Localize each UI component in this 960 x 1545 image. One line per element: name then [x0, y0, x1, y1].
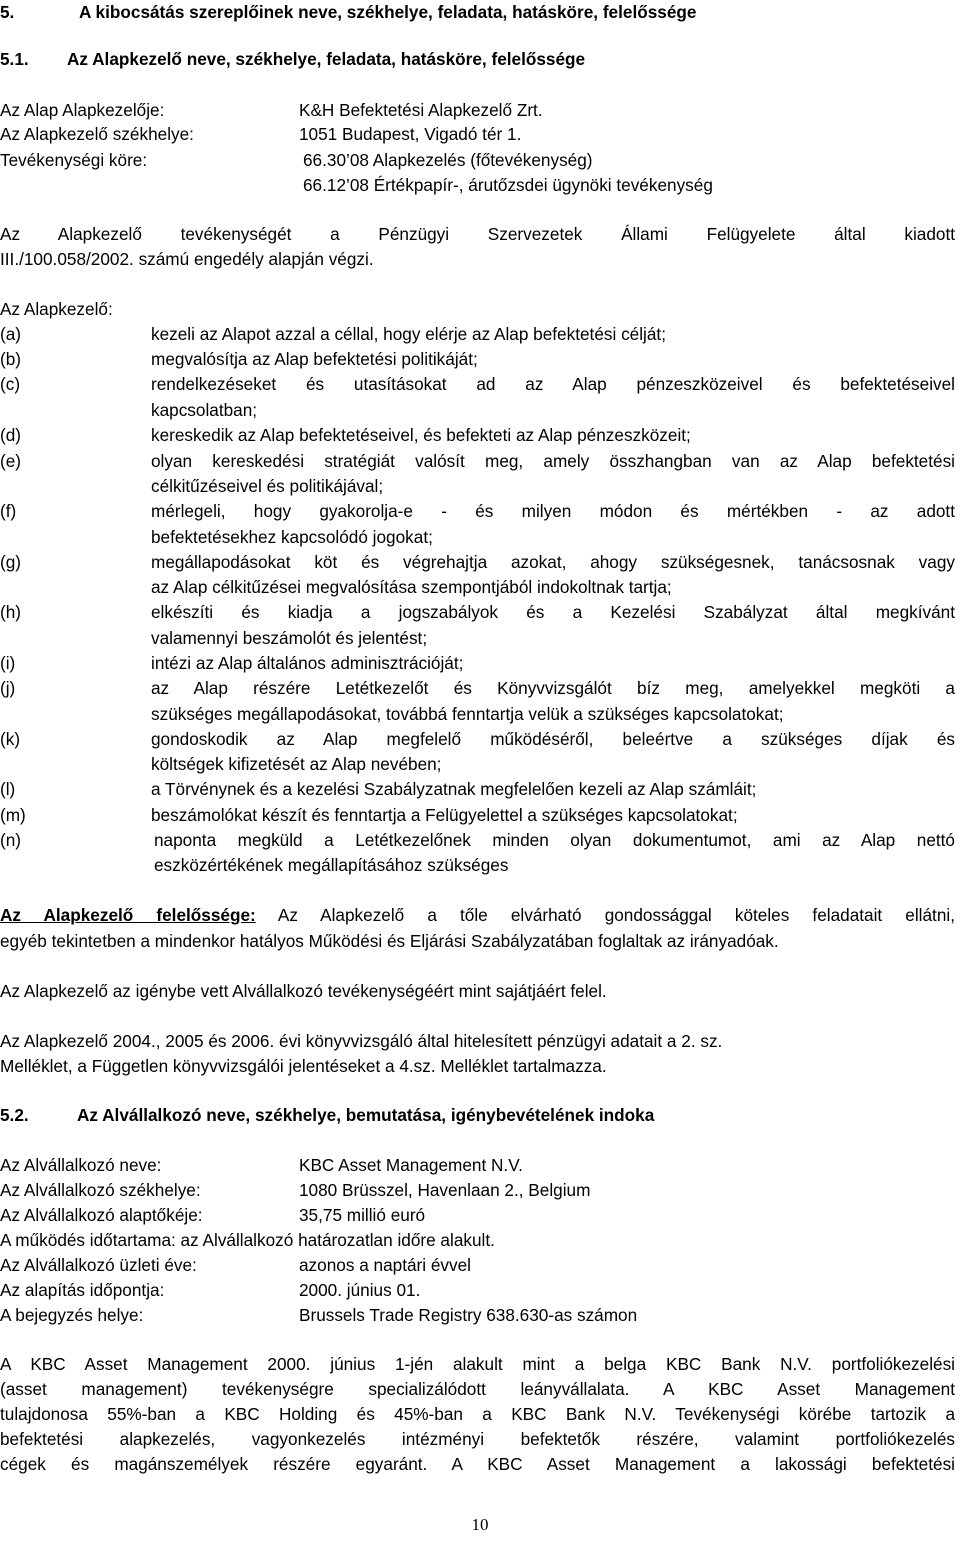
sub-registry-value: Brussels Trade Registry 638.630-as számon — [299, 1305, 638, 1325]
list-item-marker: (m) — [0, 805, 26, 825]
responsibility-text: Az Alapkezelő a tőle elvárható gondossággal köteles feladatait ellátni, — [277, 905, 955, 925]
list-item-marker: (a) — [0, 324, 22, 344]
list-item-text: beszámolókat készít és fenntartja a Felügyelettel a szükséges kapcsolatokat; — [151, 805, 738, 825]
section-5-2-title: Az Alvállalkozó neve, székhelye, bemutatása, igénybevételének indoka — [77, 1105, 655, 1125]
section-5-number: 5. — [0, 2, 15, 22]
list-item-marker: (k) — [0, 729, 21, 749]
list-item-text: kapcsolatban; — [151, 400, 258, 420]
list-item-text: olyan kereskedési stratégiát valósít meg, amely összhangban van az Alap befektetési — [151, 451, 955, 471]
list-item-marker: (h) — [0, 602, 22, 622]
list-item-marker: (j) — [0, 678, 16, 698]
list-item-text: kezeli az Alapot azzal a céllal, hogy elérje az Alap befektetési célját; — [151, 324, 666, 344]
list-item-marker: (d) — [0, 425, 22, 445]
sub-duration-line: A működés időtartama: az Alvállalkozó határozatlan időre alakult. — [0, 1230, 495, 1250]
responsibility-line-1 — [0, 903, 955, 928]
kbc-paragraph-line-4: befektetési alapkezelés, vagyonkezelés intézményi befektetők részére, valamint portfoliókezelés — [0, 1429, 955, 1449]
list-item-text: eszközértékének megállapításához szükséges — [154, 855, 509, 875]
list-item-text: költségek kifizetését az Alap nevében; — [151, 754, 442, 774]
list-item-text: mérlegeli, hogy gyakorolja-e - és milyen módon és mértékben - az adott — [151, 501, 955, 521]
list-item-text: kereskedik az Alap befektetéseivel, és befekteti az Alap pénzeszközeit; — [151, 425, 691, 445]
kbc-paragraph-line-2: (asset management) tevékenységre specializálódott leányvállalata. A KBC Asset Management — [0, 1379, 955, 1399]
sub-seat-label: Az Alvállalkozó székhelye: — [0, 1180, 201, 1200]
seat-value: 1051 Budapest, Vigadó tér 1. — [299, 124, 522, 144]
section-5-1-title: Az Alapkezelő neve, székhelye, feladata, hatásköre, felelőssége — [67, 49, 586, 69]
sub-name-value: KBC Asset Management N.V. — [299, 1155, 523, 1175]
list-item-text: a Törvénynek és a kezelési Szabályzatnak megfelelően kezeli az Alap számláit; — [151, 779, 757, 799]
list-item-marker: (g) — [0, 552, 22, 572]
list-item-marker: (f) — [0, 501, 17, 521]
sub-name-label: Az Alvállalkozó neve: — [0, 1155, 162, 1175]
list-item-text: gondoskodik az Alap megfelelő működéséről, beleértve a szükséges díjak és — [151, 729, 955, 749]
audit-paragraph-line-2: Melléklet, a Független könyvvizsgálói jelentéseket a 4.sz. Melléklet tartalmazza. — [0, 1056, 607, 1076]
duties-intro: Az Alapkezelő: — [0, 299, 113, 319]
sub-capital-label: Az Alvállalkozó alaptőkéje: — [0, 1205, 203, 1225]
sub-registry-label: A bejegyzés helye: — [0, 1305, 144, 1325]
list-item-marker: (e) — [0, 451, 22, 471]
sub-founding-label: Az alapítás időpontja: — [0, 1280, 165, 1300]
seat-label: Az Alapkezelő székhelye: — [0, 124, 194, 144]
section-5-title: A kibocsátás szereplőinek neve, székhelye, feladata, hatásköre, felelőssége — [79, 2, 697, 22]
list-item-text: rendelkezéseket és utasításokat ad az Alap pénzeszközeivel és befektetéseivel — [151, 374, 955, 394]
license-paragraph-line-1: Az Alapkezelő tevékenységét a Pénzügyi Szervezetek Állami Felügyelete által kiadott — [0, 224, 955, 244]
section-5-1-number: 5.1. — [0, 49, 29, 69]
section-5-2-number: 5.2. — [0, 1105, 29, 1125]
subcontractor-liability-paragraph: Az Alapkezelő az igénybe vett Alvállalkozó tevékenységéért mint sajátjáért felel. — [0, 981, 607, 1001]
list-item-text: valamennyi beszámolót és jelentést; — [151, 628, 428, 648]
list-item-text: naponta megküld a Letétkezelőnek minden olyan dokumentumot, ami az Alap nettó — [154, 830, 955, 850]
audit-paragraph-line-1: Az Alapkezelő 2004., 2005 és 2006. évi könyvvizsgáló által hitelesített pénzügyi adatait a 2. sz. — [0, 1031, 723, 1051]
sub-capital-value: 35,75 millió euró — [299, 1205, 426, 1225]
list-item-marker: (c) — [0, 374, 21, 394]
activity-label: Tevékenységi köre: — [0, 150, 148, 170]
page-number: 10 — [471, 1515, 489, 1534]
sub-business-year-label: Az Alvállalkozó üzleti éve: — [0, 1255, 197, 1275]
kbc-paragraph-line-3: tulajdonosa 55%-ban a KBC Holding és 45%-ban a KBC Bank N.V. Tevékenységi körébe tartozik a — [0, 1404, 955, 1424]
sub-business-year-value: azonos a naptári évvel — [299, 1255, 471, 1275]
kbc-paragraph-line-1: A KBC Asset Management 2000. június 1-jén alakult mint a belga KBC Bank N.V. portfoliókezelési — [0, 1354, 955, 1374]
sub-seat-value: 1080 Brüsszel, Havenlaan 2., Belgium — [299, 1180, 591, 1200]
license-paragraph-line-2: III./100.058/2002. számú engedély alapján végzi. — [0, 249, 374, 269]
list-item-text: az Alap részére Letétkezelőt és Könyvvizsgálót bíz meg, amelyekkel megköti a — [151, 678, 955, 698]
responsibility-line-2: egyéb tekintetben a mindenkor hatályos Működési és Eljárási Szabályzatában foglaltak az irányadóak. — [0, 931, 779, 951]
list-item-text: célkitűzéseivel és politikájával; — [151, 476, 384, 496]
list-item-marker: (i) — [0, 653, 16, 673]
list-item-marker: (l) — [0, 779, 16, 799]
manager-label: Az Alap Alapkezelője: — [0, 100, 165, 120]
manager-value: K&H Befektetési Alapkezelő Zrt. — [299, 100, 543, 120]
sub-founding-value: 2000. június 01. — [299, 1280, 421, 1300]
list-item-text: az Alap célkitűzései megvalósítása szempontjából indokoltnak tartja; — [151, 577, 672, 597]
list-item-marker: (n) — [0, 830, 22, 850]
list-item-marker: (b) — [0, 349, 22, 369]
list-item-text: szükséges megállapodásokat, továbbá fenntartja velük a szükséges kapcsolatokat; — [151, 704, 784, 724]
kbc-paragraph-line-5: cégek és magánszemélyek részére egyaránt. A KBC Asset Management a lakossági befektetési — [0, 1454, 955, 1474]
list-item-text: intézi az Alap általános adminisztrációját; — [151, 653, 464, 673]
list-item-text: megállapodásokat köt és végrehajtja azokat, ahogy szükségesnek, tanácsosnak vagy — [151, 552, 955, 572]
list-item-text: elkészíti és kiadja a jogszabályok és a Kezelési Szabályzat által megkívánt — [151, 602, 955, 622]
activity-value-2: 66.12’08 Értékpapír-, árutőzsdei ügynöki tevékenység — [303, 175, 713, 195]
list-item-text: megvalósítja az Alap befektetési politikáját; — [151, 349, 478, 369]
activity-value-1: 66.30’08 Alapkezelés (főtevékenység) — [303, 150, 593, 170]
list-item-text: befektetésekhez kapcsolódó jogokat; — [151, 527, 433, 547]
responsibility-heading: Az Alapkezelő felelőssége: — [0, 905, 256, 925]
